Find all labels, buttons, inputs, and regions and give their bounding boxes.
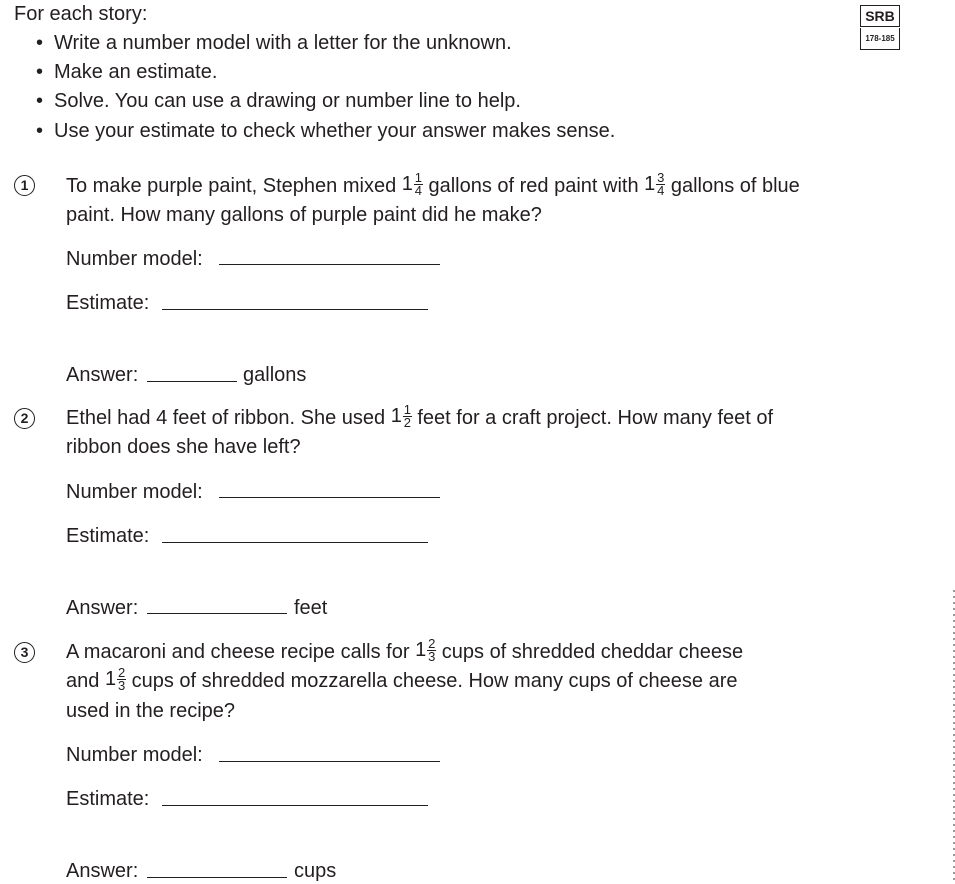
problem-number-1: 1 [14, 175, 35, 196]
problem-number-3: 3 [14, 642, 35, 663]
number-model-label: Number model: [66, 248, 203, 270]
mixed-fraction: 1 $\frac{2}{3}$ [104, 665, 126, 694]
problem-3-text-line-3: used in the recipe? [66, 700, 236, 722]
answer-label: Answer: [66, 364, 139, 386]
problem-1-text-line-1: To make purple paint, Stephen mixed 1 $\frac{1}{4}$ gallons of red paint with 1 $\frac{3}{4}$ gallons of blue [66, 170, 800, 199]
problem-3-text-line-1: A macaroni and cheese recipe calls for 1 $\frac{2}{3}$ cups of shredded cheddar cheese [66, 636, 744, 665]
estimate-label: Estimate: [66, 788, 150, 810]
answer-label: Answer: [66, 860, 139, 882]
number-model-answer-line[interactable] [219, 761, 440, 762]
mixed-fraction: 1 $\frac{1}{4}$ [401, 170, 422, 199]
number-model-label: Number model: [66, 744, 203, 766]
srb-label: SRB [860, 5, 900, 27]
mixed-fraction: 1 $\frac{2}{3}$ [415, 636, 436, 665]
answer-line[interactable] [147, 381, 237, 382]
problem-3-text-line-2: and 1 $\frac{2}{3}$ cups of shredded mozzarella cheese. How many cups of cheese are [66, 665, 738, 694]
answer-unit: feet [294, 597, 328, 619]
answer-label: Answer: [66, 597, 139, 619]
problem-1-text-line-2: paint. How many gallons of purple paint did he make? [66, 204, 542, 226]
number-model-label: Number model: [66, 481, 203, 503]
instruction-bullet: • Use your estimate to check whether your answer makes sense. [36, 120, 616, 142]
estimate-answer-line[interactable] [162, 309, 428, 310]
estimate-answer-line[interactable] [162, 805, 428, 806]
answer-line[interactable] [147, 613, 287, 614]
problem-number-2: 2 [14, 408, 35, 429]
estimate-label: Estimate: [66, 525, 150, 547]
instruction-bullet: • Solve. You can use a drawing or number line to help. [36, 90, 521, 112]
answer-unit: cups [294, 860, 337, 882]
srb-reference-badge [858, 5, 904, 51]
instruction-bullet: • Write a number model with a letter for the unknown. [36, 32, 512, 54]
instructions-title: For each story: [14, 3, 148, 25]
problem-2-text-line-1: Ethel had 4 feet of ribbon. She used 1 $\frac{1}{2}$ feet for a craft project. How many feet of [66, 402, 774, 431]
srb-pages: 178-185 [860, 28, 900, 50]
number-model-answer-line[interactable] [219, 497, 440, 498]
estimate-label: Estimate: [66, 292, 150, 314]
mixed-fraction: 1 $\frac{3}{4}$ [644, 170, 665, 199]
instruction-bullet: • Make an estimate. [36, 61, 218, 83]
mixed-fraction: 1 $\frac{1}{2}$ [390, 402, 411, 431]
estimate-answer-line[interactable] [162, 542, 428, 543]
number-model-answer-line[interactable] [219, 264, 440, 265]
answer-unit: gallons [243, 364, 307, 386]
answer-line[interactable] [147, 877, 287, 878]
problem-2-text-line-2: ribbon does she have left? [66, 436, 301, 458]
